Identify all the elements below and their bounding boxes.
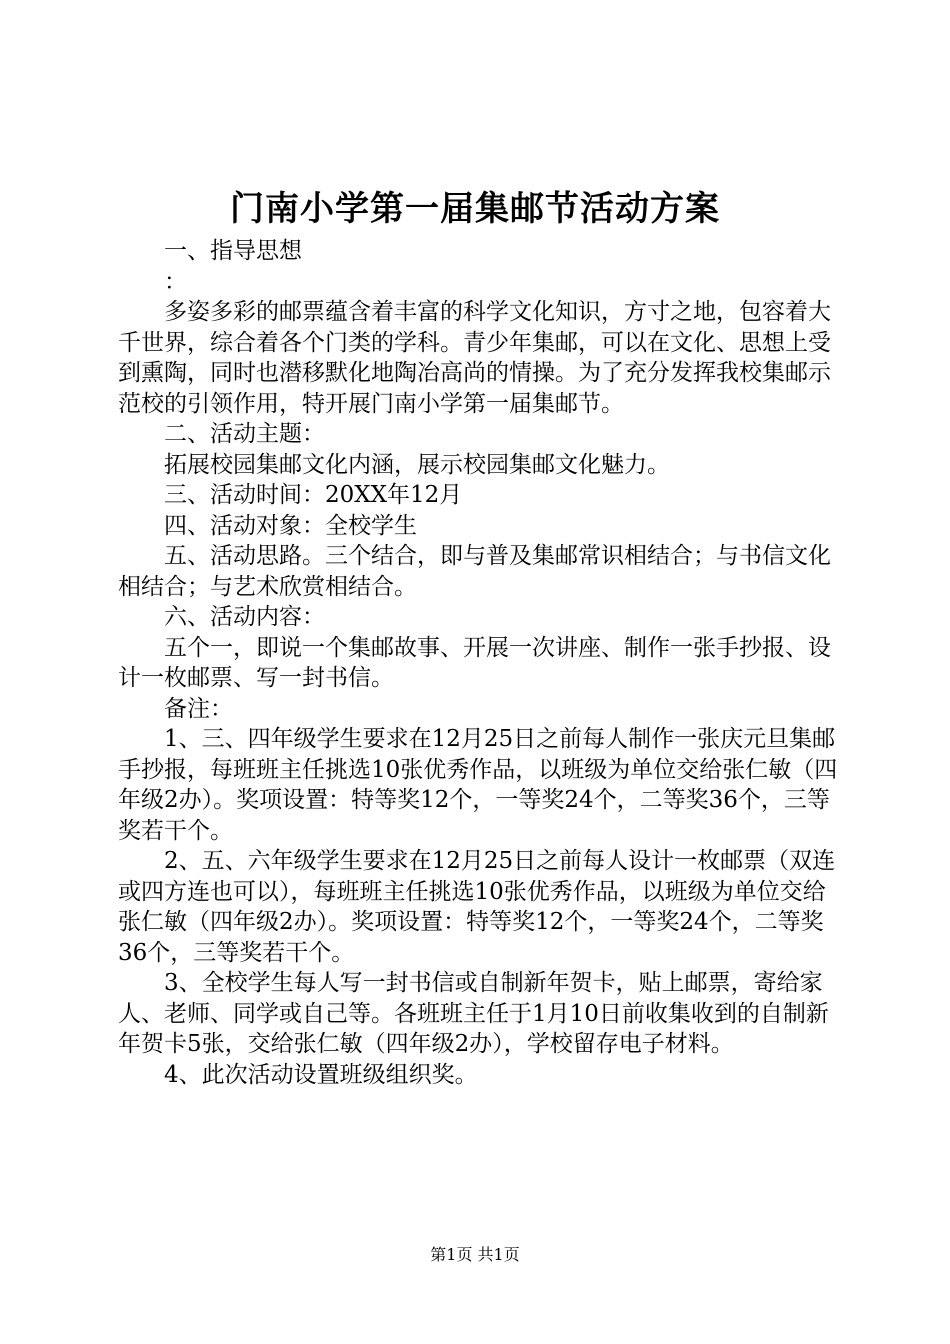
section-heading-participants: 四、活动对象：全校学生 [164,512,417,539]
paragraph-theme: 拓展校园集邮文化内涵，展示校园集邮文化魅力。 [164,451,670,478]
notes-heading: 备注： [164,695,233,722]
paragraph-content: 五个一，即说一个集邮故事、开展一次讲座、制作一张手抄报、设计一枚邮票、写一封书信。 [118,634,831,691]
note-item-3: 3、全校学生每人写一封书信或自制新年贺卡，贴上邮票，寄给家人、老师、同学或自己等。各班班主任于1月10日前收集收到的自制新年贺卡5张，交给张仁敏（四年级2办），学校留存电子材料。 [118,970,829,1057]
paragraph-approach: 五、活动思路。三个结合，即与普及集邮常识相结合；与书信文化相结合；与艺术欣赏相结合。 [118,543,831,600]
section-heading-theme: 二、活动主题： [164,421,325,447]
colon-line: ： [164,268,187,295]
section-heading-time: 三、活动时间：20XX年12月 [164,482,463,508]
paragraph-intro: 多姿多彩的邮票蕴含着丰富的科学文化知识，方寸之地，包容着大千世界，综合着各个门类的学科。青少年集邮，可以在文化、思想上受到熏陶，同时也潜移默化地陶冶高尚的情操。为了充分发挥我校集邮示范校的引领作用，特开展门南小学第一届集邮节。 [118,299,831,417]
section-heading-content: 六、活动内容： [164,604,325,630]
section-heading-guiding-ideology: 一、指导思想 [164,238,302,264]
note-item-4: 4、此次活动设置班级组织奖。 [164,1061,478,1088]
page-footer: 第1页 共1页 [430,1245,520,1264]
note-item-2: 2、五、六年级学生要求在12月25日之前每人设计一枚邮票（双连或四方连也可以），每班班主任挑选10张优秀作品，以班级为单位交给张仁敏（四年级2办）。奖项设置：特等奖12个，一等奖24个，二等奖36个，三等奖若干个。 [118,848,836,966]
page-title: 门南小学第一届集邮节活动方案 [230,189,720,229]
document-body [118,236,840,1090]
note-item-1: 1、三、四年级学生要求在12月25日之前每人制作一张庆元旦集邮手抄报，每班班主任挑选10张优秀作品，以班级为单位交给张仁敏（四年级2办）。奖项设置：特等奖12个，一等奖24个，二等奖36个，三等奖若干个。 [118,726,838,844]
